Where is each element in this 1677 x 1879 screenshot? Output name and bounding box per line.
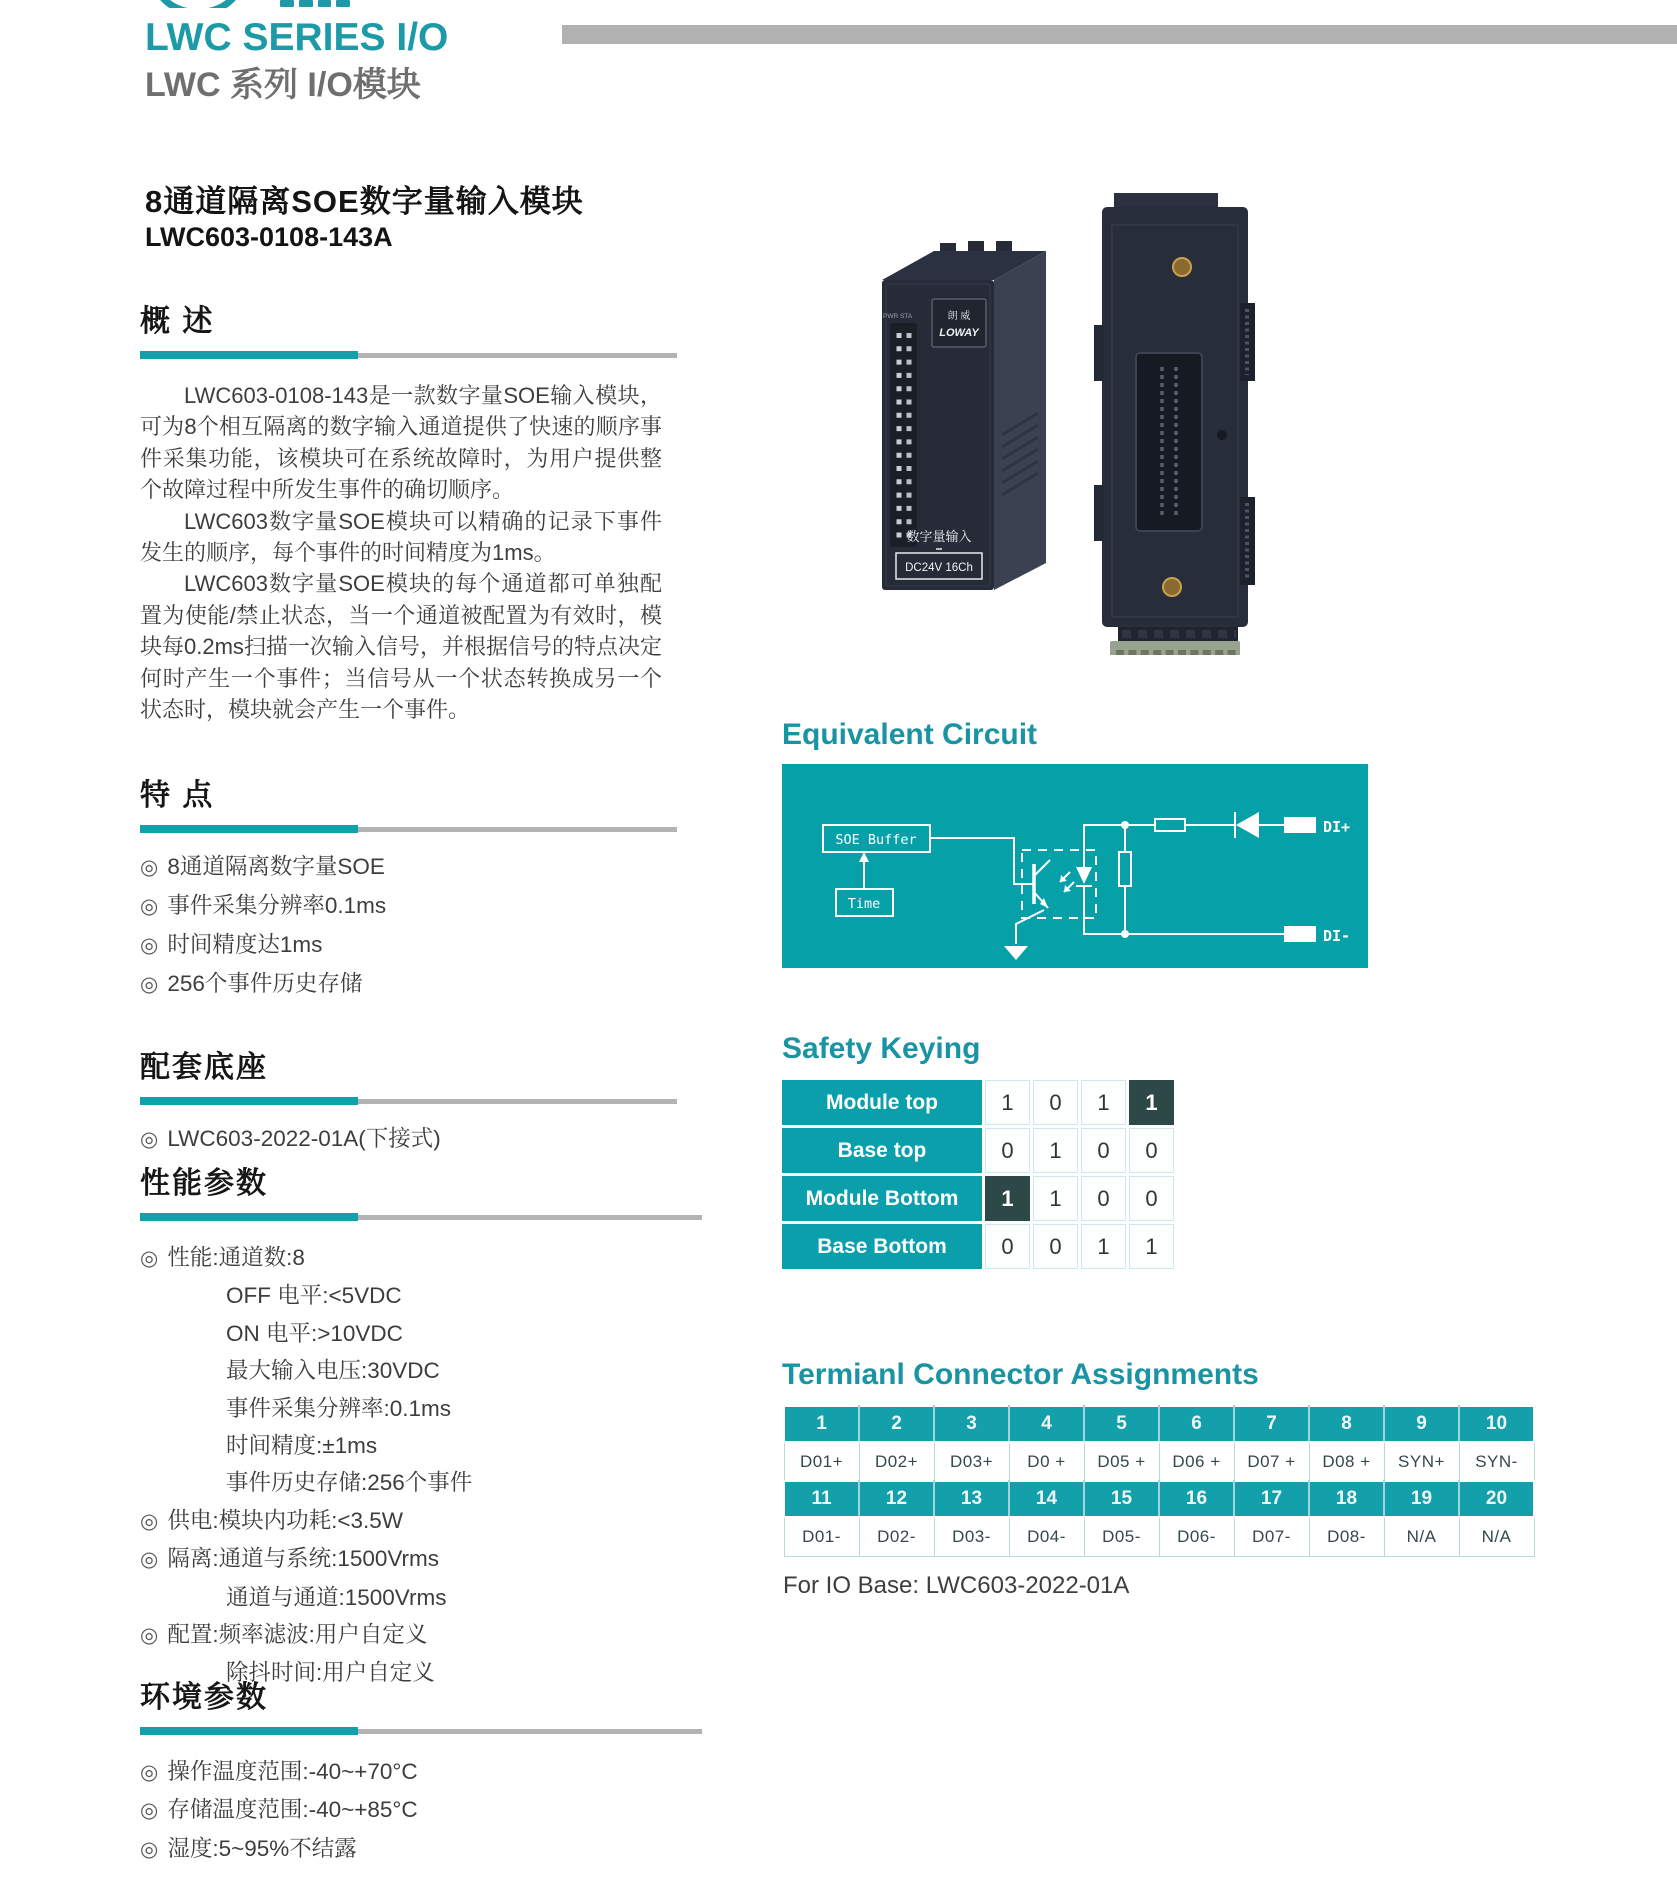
list-item-text: 事件采集分辨率:0.1ms xyxy=(226,1395,452,1421)
row-label: Base Bottom xyxy=(782,1224,982,1269)
list-subitem xyxy=(140,1352,662,1389)
pin-number: 1 xyxy=(784,1406,859,1442)
pin-number: 5 xyxy=(1084,1406,1159,1442)
signal-cell: D03- xyxy=(934,1517,1009,1556)
time-label: Time xyxy=(847,896,881,912)
module-front-view xyxy=(882,241,1046,590)
overview-paragraphs xyxy=(140,380,662,725)
signal-cell: D01+ xyxy=(784,1442,859,1481)
signal-cell: D02+ xyxy=(859,1442,934,1481)
section-base xyxy=(140,1042,662,1151)
list-item xyxy=(140,1830,662,1868)
page-title: 8通道隔离SOE数字量输入模块 xyxy=(145,184,584,219)
list-item-text: 性能:通道数:8 xyxy=(167,1245,305,1270)
bullet-icon: ◎ xyxy=(140,1548,159,1572)
signal-cell: D03+ xyxy=(934,1442,1009,1481)
key-cell: 0 xyxy=(1033,1080,1078,1125)
table-row xyxy=(782,1224,1174,1269)
table-row-signals xyxy=(784,1442,1534,1481)
table-row xyxy=(782,1128,1174,1173)
list-item xyxy=(140,894,662,918)
key-cell: 0 xyxy=(985,1128,1030,1173)
section-divider xyxy=(140,1213,702,1221)
series-title: LWC SERIES I/O xyxy=(145,16,449,59)
list-item-text: 操作温度范围:-40~+70°C xyxy=(167,1759,418,1784)
base-list xyxy=(140,1127,662,1151)
key-cell: 1 xyxy=(1033,1128,1078,1173)
signal-cell: D02- xyxy=(859,1517,934,1556)
signal-cell: N/A xyxy=(1384,1517,1459,1556)
pin-number: 17 xyxy=(1234,1481,1309,1517)
module-logo-en: LOWAY xyxy=(939,327,979,339)
pin-number: 16 xyxy=(1159,1481,1234,1517)
performance-list xyxy=(140,1239,662,1692)
list-subitem xyxy=(140,1390,662,1427)
list-item xyxy=(140,1502,662,1540)
pin-number: 9 xyxy=(1384,1406,1459,1442)
list-subitem xyxy=(140,1464,662,1501)
section-overview xyxy=(140,296,662,725)
paragraph: LWC603-0108-143是一款数字量SOE输入模块，可为8个相互隔离的数字输入通道提供了快速的顺序事件采集功能，该模块可在系统故障时，为用户提供整个故障过程中所发生事件的确切顺序。 xyxy=(140,383,662,503)
brand-logo-remnant xyxy=(152,0,238,8)
key-cell: 0 xyxy=(1081,1176,1126,1221)
section-features xyxy=(140,770,662,996)
table-row-signals xyxy=(784,1517,1534,1556)
table-row-pins xyxy=(784,1481,1534,1517)
list-item-text: 隔离:通道与系统:1500Vrms xyxy=(167,1546,440,1572)
safety-keying-table xyxy=(779,1077,1177,1272)
section-heading: 概 述 xyxy=(140,305,215,338)
bullet-icon: ◎ xyxy=(140,895,159,918)
signal-cell: D08- xyxy=(1309,1517,1384,1556)
list-item-text: 存储温度范围:-40~+85°C xyxy=(167,1797,418,1823)
section-heading: 特 点 xyxy=(140,779,215,812)
signal-cell: SYN+ xyxy=(1384,1442,1459,1481)
bullet-icon: ◎ xyxy=(140,1509,159,1533)
header-divider-bar xyxy=(562,25,1677,44)
list-item-text: 通道与通道:1500Vrms xyxy=(226,1584,447,1610)
pin-number: 18 xyxy=(1309,1481,1384,1517)
key-cell-highlighted: 1 xyxy=(985,1176,1030,1221)
signal-cell: D04- xyxy=(1009,1517,1084,1556)
key-cell: 1 xyxy=(985,1080,1030,1125)
signal-cell: D05- xyxy=(1084,1517,1159,1556)
list-item xyxy=(140,972,662,996)
list-item xyxy=(140,1616,662,1654)
list-item-text: ON 电平:>10VDC xyxy=(226,1320,403,1346)
signal-cell: D08 + xyxy=(1309,1442,1384,1481)
led-caption: PWR STA xyxy=(883,313,913,320)
pin-number: 8 xyxy=(1309,1406,1384,1442)
key-cell: 1 xyxy=(1081,1224,1126,1269)
bullet-icon: ◎ xyxy=(140,1128,159,1151)
list-item xyxy=(140,1239,662,1277)
list-item-text: 256个事件历史存储 xyxy=(167,971,363,996)
list-item-text: 除抖时间:用户自定义 xyxy=(226,1660,435,1686)
product-model: LWC603-0108-143A xyxy=(145,222,393,252)
row-label: Base top xyxy=(782,1128,982,1173)
list-item-text: 事件采集分辨率0.1ms xyxy=(167,893,387,918)
safety-keying-heading: Safety Keying xyxy=(782,1032,981,1065)
list-item-text: 时间精度达1ms xyxy=(167,932,323,957)
signal-cell: D0 + xyxy=(1009,1442,1084,1481)
io-base-note: For IO Base: LWC603-2022-01A xyxy=(783,1572,1130,1599)
pin-number: 11 xyxy=(784,1481,859,1517)
pin-number: 19 xyxy=(1384,1481,1459,1517)
environment-list xyxy=(140,1753,662,1868)
signal-cell: D06 + xyxy=(1159,1442,1234,1481)
pin-number: 12 xyxy=(859,1481,934,1517)
bullet-icon: ◎ xyxy=(140,973,159,996)
list-subitem xyxy=(140,1315,662,1352)
soe-buffer-label: SOE Buffer xyxy=(835,832,917,848)
section-heading: 环境参数 xyxy=(140,1681,268,1714)
section-performance xyxy=(140,1158,662,1692)
signal-cell: D06- xyxy=(1159,1517,1234,1556)
series-subtitle: LWC 系列 I/O模块 xyxy=(145,66,421,104)
key-cell: 1 xyxy=(1129,1224,1174,1269)
equivalent-circuit-diagram xyxy=(782,764,1368,968)
list-item-text: 最大输入电压:30VDC xyxy=(226,1358,440,1384)
signal-cell: N/A xyxy=(1459,1517,1534,1556)
table-row xyxy=(782,1176,1174,1221)
pin-number: 20 xyxy=(1459,1481,1534,1517)
list-item xyxy=(140,933,662,957)
pin-number: 14 xyxy=(1009,1481,1084,1517)
table-row-pins xyxy=(784,1406,1534,1442)
pin-number: 7 xyxy=(1234,1406,1309,1442)
di-plus-label: DI+ xyxy=(1323,818,1351,836)
section-divider xyxy=(140,1097,677,1105)
list-item-text: 时间精度:±1ms xyxy=(226,1433,378,1459)
row-label: Module Bottom xyxy=(782,1176,982,1221)
list-item xyxy=(140,855,662,879)
section-divider xyxy=(140,825,677,833)
pin-number: 6 xyxy=(1159,1406,1234,1442)
list-item-text: OFF 电平:<5VDC xyxy=(226,1283,402,1309)
table-row xyxy=(782,1080,1174,1125)
pin-number: 15 xyxy=(1084,1481,1159,1517)
pin-number: 2 xyxy=(859,1406,934,1442)
pin-number: 3 xyxy=(934,1406,1009,1442)
list-item-text: 8通道隔离数字量SOE xyxy=(167,854,385,879)
key-cell: 1 xyxy=(1081,1080,1126,1125)
bullet-icon: ◎ xyxy=(140,1761,159,1784)
section-heading: 配套底座 xyxy=(140,1051,268,1084)
key-cell: 0 xyxy=(1081,1128,1126,1173)
bullet-icon: ◎ xyxy=(140,1799,159,1823)
key-cell: 0 xyxy=(1129,1176,1174,1221)
list-item xyxy=(140,1540,662,1578)
list-item xyxy=(140,1127,662,1151)
list-item-text: LWC603-2022-01A(下接式) xyxy=(167,1126,441,1151)
module-panel-label: 数字量输入 xyxy=(906,529,972,544)
list-subitem xyxy=(140,1427,662,1464)
key-cell: 1 xyxy=(1033,1176,1078,1221)
bullet-icon: ◎ xyxy=(140,1624,159,1648)
signal-cell: D07 + xyxy=(1234,1442,1309,1481)
list-subitem xyxy=(140,1579,662,1616)
features-list xyxy=(140,855,662,996)
section-divider xyxy=(140,351,677,359)
section-divider xyxy=(140,1727,702,1735)
bullet-icon: ◎ xyxy=(140,856,159,879)
di-minus-label: DI- xyxy=(1323,927,1351,945)
module-logo-cn: 朗 威 xyxy=(947,311,971,322)
terminal-assignments-table xyxy=(783,1405,1535,1557)
key-cell: 0 xyxy=(985,1224,1030,1269)
module-rear-view xyxy=(1094,193,1255,655)
bullet-icon: ◎ xyxy=(140,1837,159,1861)
section-heading: 性能参数 xyxy=(140,1167,268,1200)
list-item-text: 配置:频率滤波:用户自定义 xyxy=(167,1622,428,1648)
paragraph: LWC603数字量SOE模块可以精确的记录下事件发生的顺序，每个事件的时间精度为1ms。 xyxy=(140,508,662,566)
signal-cell: D07- xyxy=(1234,1517,1309,1556)
pin-number: 10 xyxy=(1459,1406,1534,1442)
bullet-icon: ◎ xyxy=(140,934,159,957)
bullet-icon: ◎ xyxy=(140,1247,159,1270)
terminal-assignments-heading: Termianl Connector Assignments xyxy=(782,1358,1259,1391)
row-label: Module top xyxy=(782,1080,982,1125)
section-environment xyxy=(140,1672,662,1868)
paragraph: LWC603数字量SOE模块的每个通道都可单独配置为使能/禁止状态，当一个通道被配置为有效时，模块每0.2ms扫描一次输入信号，并根据信号的特点决定何时产生一个事件；当信号从一个状态转换成另一个状态时，模块就会产生一个事件。 xyxy=(140,571,662,723)
product-photo xyxy=(850,185,1320,655)
list-item-text: 供电:模块内功耗:<3.5W xyxy=(167,1507,403,1533)
module-rating-label: DC24V 16Ch xyxy=(905,562,973,574)
key-cell-highlighted: 1 xyxy=(1129,1080,1174,1125)
signal-cell: SYN- xyxy=(1459,1442,1534,1481)
brand-tagline-remnant xyxy=(280,0,350,7)
list-item xyxy=(140,1791,662,1829)
list-item-text: 湿度:5~95%不结露 xyxy=(167,1835,357,1861)
list-item xyxy=(140,1753,662,1791)
key-cell: 0 xyxy=(1129,1128,1174,1173)
list-subitem xyxy=(140,1277,662,1314)
pin-number: 13 xyxy=(934,1481,1009,1517)
key-cell: 0 xyxy=(1033,1224,1078,1269)
signal-cell: D05 + xyxy=(1084,1442,1159,1481)
list-item-text: 事件历史存储:256个事件 xyxy=(226,1470,473,1496)
pin-number: 4 xyxy=(1009,1406,1084,1442)
equivalent-circuit-heading: Equivalent Circuit xyxy=(782,718,1038,751)
signal-cell: D01- xyxy=(784,1517,859,1556)
